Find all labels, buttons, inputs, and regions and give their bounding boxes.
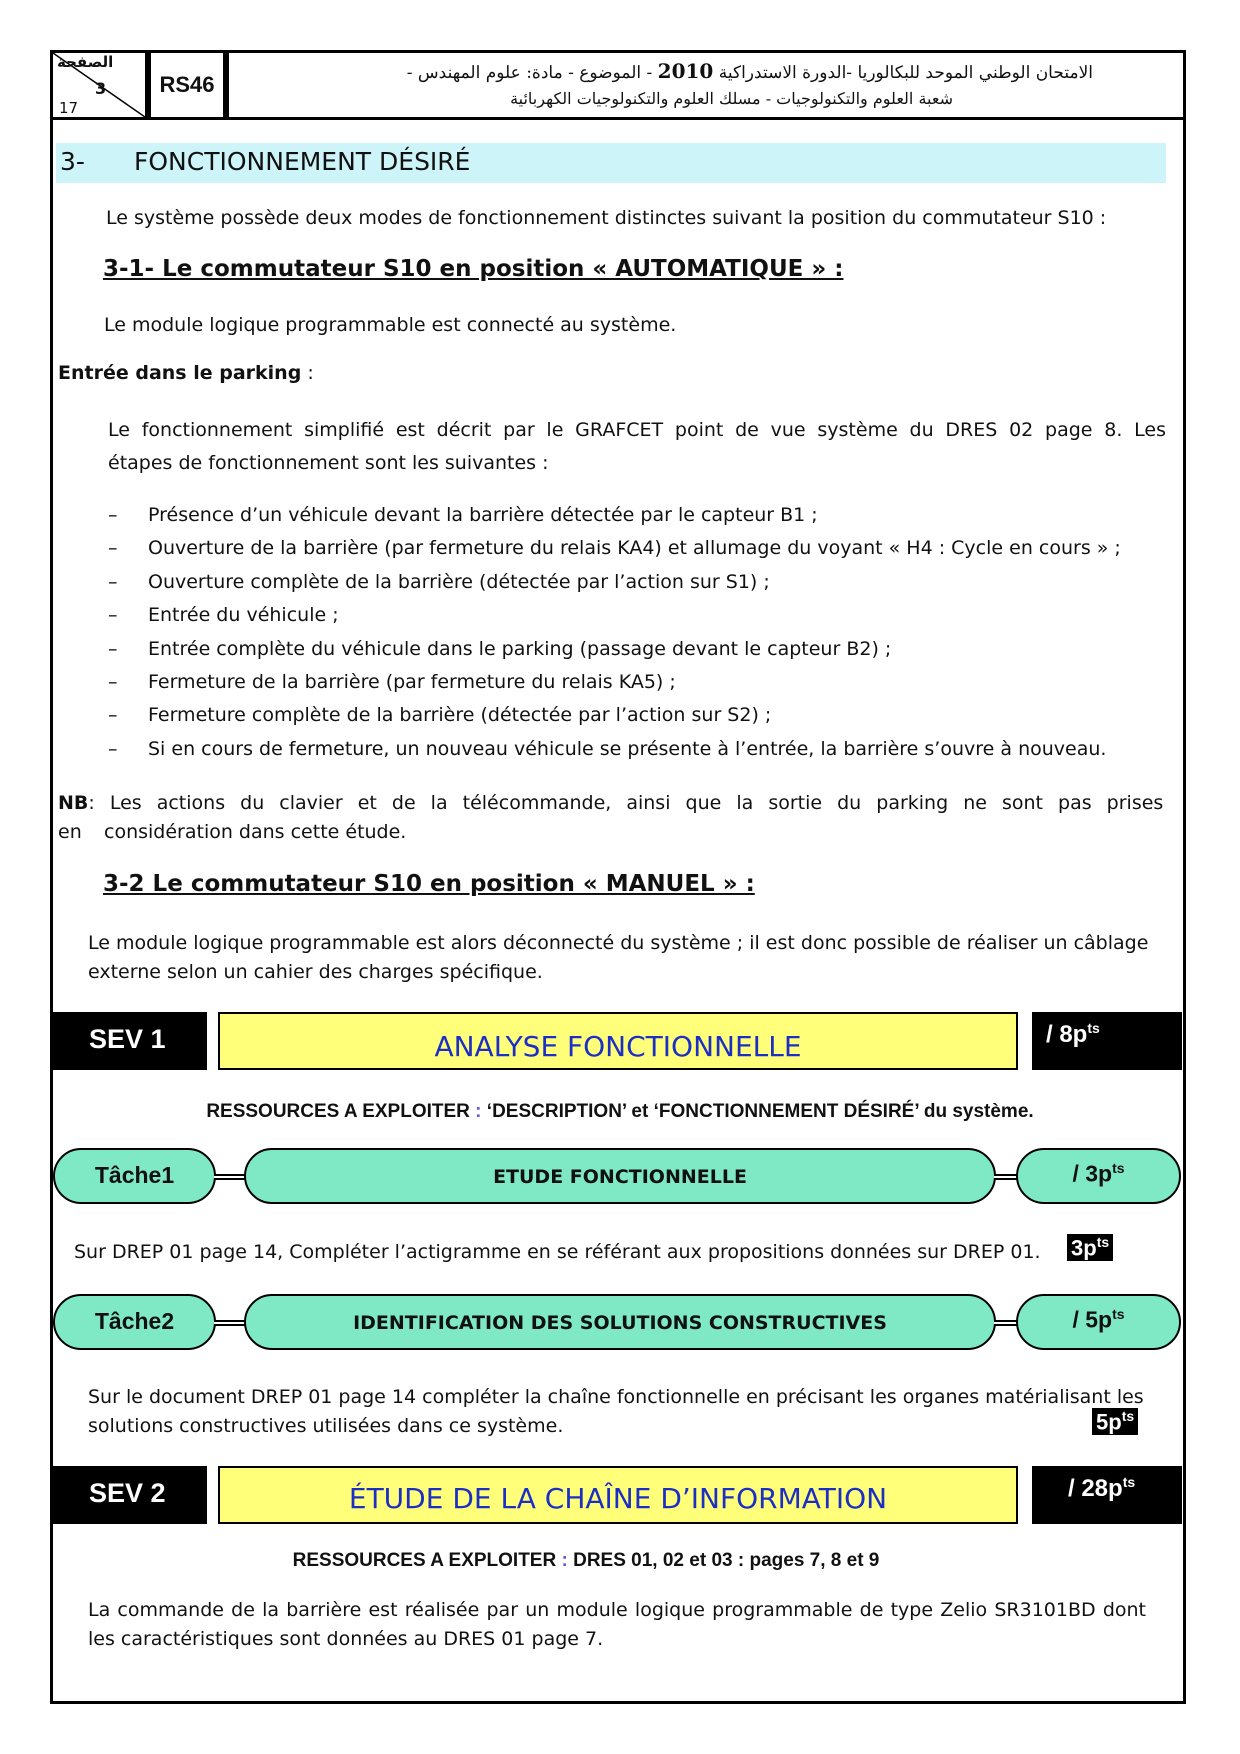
- sev2-label: SEV 2: [53, 1466, 207, 1524]
- step-text: Ouverture de la barrière (par fermeture du relais KA4) et allumage du voyant « H4 : Cycle en cours » ;: [148, 537, 1121, 560]
- sev1-label: SEV 1: [53, 1012, 207, 1070]
- entry-label: Entrée dans le parking: [58, 362, 302, 384]
- step-text: Entrée du véhicule ;: [148, 604, 339, 627]
- manual-line1: Le module logique programmable est alors déconnecté du système ; il est donc possible de réaliser un câblage: [88, 932, 1149, 954]
- sev1-title: ANALYSE FONCTIONNELLE: [218, 1012, 1018, 1070]
- section-title-bar: [56, 143, 1166, 183]
- step-dash: –: [108, 537, 118, 560]
- task1-text: Sur DREP 01 page 14, Compléter l’actigramme en se référant aux propositions données sur DREP 01.: [74, 1241, 1041, 1263]
- exam-year: 2010: [657, 59, 714, 83]
- entry-colon: :: [301, 362, 314, 384]
- step-dash: –: [108, 637, 118, 660]
- page-label: الصفحة: [57, 53, 114, 71]
- step-text: Si en cours de fermeture, un nouveau véhicule se présente à l’entrée, la barrière s’ouvre à nouveau.: [148, 737, 1107, 760]
- step-dash: –: [108, 704, 118, 727]
- step-item: [108, 704, 1168, 737]
- exam-code: RS46: [148, 50, 226, 120]
- step-text: Ouverture complète de la barrière (détectée par l’action sur S1) ;: [148, 570, 770, 593]
- step-item: [108, 537, 1168, 570]
- entry-label-line: [58, 359, 314, 388]
- step-item: [108, 571, 1168, 604]
- step-item: [108, 638, 1168, 671]
- auto-desc-line2: étapes de fonctionnement sont les suivantes :: [108, 452, 549, 474]
- section-number: 3-: [60, 147, 85, 176]
- step-text: Présence d’un véhicule devant la barrière détectée par le capteur B1 ;: [148, 504, 818, 526]
- sev2-points: / $28p^{ts}$: [1032, 1466, 1182, 1524]
- exam-title-line1: [407, 59, 1093, 83]
- step-text: Fermeture complète de la barrière (détectée par l’action sur S2) ;: [148, 704, 772, 727]
- step-item: [108, 504, 1168, 537]
- task2-label: Tâche2: [53, 1294, 216, 1350]
- sev2-resources-label: RESSOURCES A EXPLOITER: [292, 1550, 557, 1571]
- exam-title: [226, 50, 1186, 120]
- nb-line2: considération dans cette étude.: [104, 821, 407, 843]
- task1-connector-right: [994, 1174, 1018, 1180]
- page-number-box: [50, 50, 148, 120]
- sev1-resources: RESSOURCES A EXPLOITER : ‘DESCRIPTION’ et ‘FONCTIONNEMENT DÉSIRÉ’ du système.: [206, 1101, 1034, 1122]
- step-dash: –: [108, 570, 118, 593]
- step-text: Entrée complète du véhicule dans le parking (passage devant le capteur B2) ;: [148, 637, 892, 660]
- task2-points: / $5p^{ts}$: [1016, 1294, 1181, 1350]
- task2-connector-right: [994, 1320, 1018, 1326]
- steps-list: [108, 504, 1168, 771]
- nb-label: NB: [58, 792, 89, 814]
- task1-badge: $3p^{ts}$: [1067, 1234, 1113, 1261]
- sev2-resources-text: DRES 01, 02 et 03 : pages 7, 8 et 9: [573, 1550, 880, 1571]
- manual-line2: externe selon un cahier des charges spécifique.: [88, 961, 543, 983]
- task2-text-line2: solutions constructives utilisées dans ce système.: [88, 1415, 564, 1437]
- section-intro: Le système possède deux modes de fonctionnement distinctes suivant la position du commutateur S10 :: [106, 207, 1107, 229]
- task2-connector-left: [214, 1320, 246, 1326]
- exam-title-part1: الامتحان الوطني الموحد للبكالوريا -الدورة الاستدراكية: [718, 63, 1093, 83]
- sev1-resources-text: ‘DESCRIPTION’ et ‘FONCTIONNEMENT DÉSIRÉ’ du système.: [486, 1101, 1034, 1122]
- sev1-resources-label: RESSOURCES A EXPLOITER: [206, 1101, 470, 1122]
- section-title: FONCTIONNEMENT DÉSIRÉ: [134, 147, 471, 176]
- page-total: 17: [59, 99, 79, 117]
- step-text: Fermeture de la barrière (par fermeture du relais KA5) ;: [148, 670, 676, 693]
- task2-text-line1: Sur le document DREP 01 page 14 compléter la chaîne fonctionnelle en précisant les organes matérialisant les: [88, 1386, 1144, 1408]
- task1-label: Tâche1: [53, 1148, 216, 1204]
- task1-points: / $3p^{ts}$: [1016, 1148, 1181, 1204]
- sev2-resources: RESSOURCES A EXPLOITER : DRES 01, 02 et 03 : pages 7, 8 et 9: [292, 1550, 880, 1571]
- exam-title-part2: - الموضوع - مادة: علوم المهندس -: [406, 63, 653, 83]
- task2-badge: $5p^{ts}$: [1092, 1408, 1138, 1435]
- task2-title: IDENTIFICATION DES SOLUTIONS CONSTRUCTIVES: [244, 1294, 996, 1350]
- auto-text: Le module logique programmable est connecté au système.: [104, 314, 677, 336]
- manual-heading: 3-2 Le commutateur S10 en position « MANUEL » :: [103, 871, 755, 897]
- step-item: [108, 604, 1168, 637]
- step-dash: –: [108, 737, 118, 760]
- task1-connector-left: [214, 1174, 246, 1180]
- sev2-title: ÉTUDE DE LA CHAÎNE D’INFORMATION: [218, 1466, 1018, 1524]
- step-dash: –: [108, 670, 118, 693]
- page-number: 3: [95, 79, 107, 98]
- sev2-text-line2: les caractéristiques sont données au DRES 01 page 7.: [88, 1628, 604, 1650]
- nb-text1: : Les actions du clavier et de la télécommande, ainsi que la sortie du parking ne sont pas prises en: [58, 792, 1164, 843]
- sev2-text-line1: La commande de la barrière est réalisée par un module logique programmable de type Zelio SR3101BD dont: [88, 1599, 1146, 1621]
- auto-heading: 3-1- Le commutateur S10 en position « AUTOMATIQUE » :: [103, 256, 844, 282]
- step-dash: –: [108, 504, 118, 526]
- task1-title: ETUDE FONCTIONNELLE: [244, 1148, 996, 1204]
- auto-desc-line1: Le fonctionnement simplifié est décrit par le GRAFCET point de vue système du DRES 02 page 8. Les: [108, 419, 1166, 441]
- exam-title-line2: شعبة العلوم والتكنولوجيات - مسلك العلوم والتكنولوجيات الكهربائية: [510, 89, 953, 108]
- sev1-points: / $8p^{ts}$: [1032, 1012, 1182, 1070]
- step-item: [108, 671, 1168, 704]
- step-item: [108, 738, 1168, 771]
- step-dash: –: [108, 604, 118, 627]
